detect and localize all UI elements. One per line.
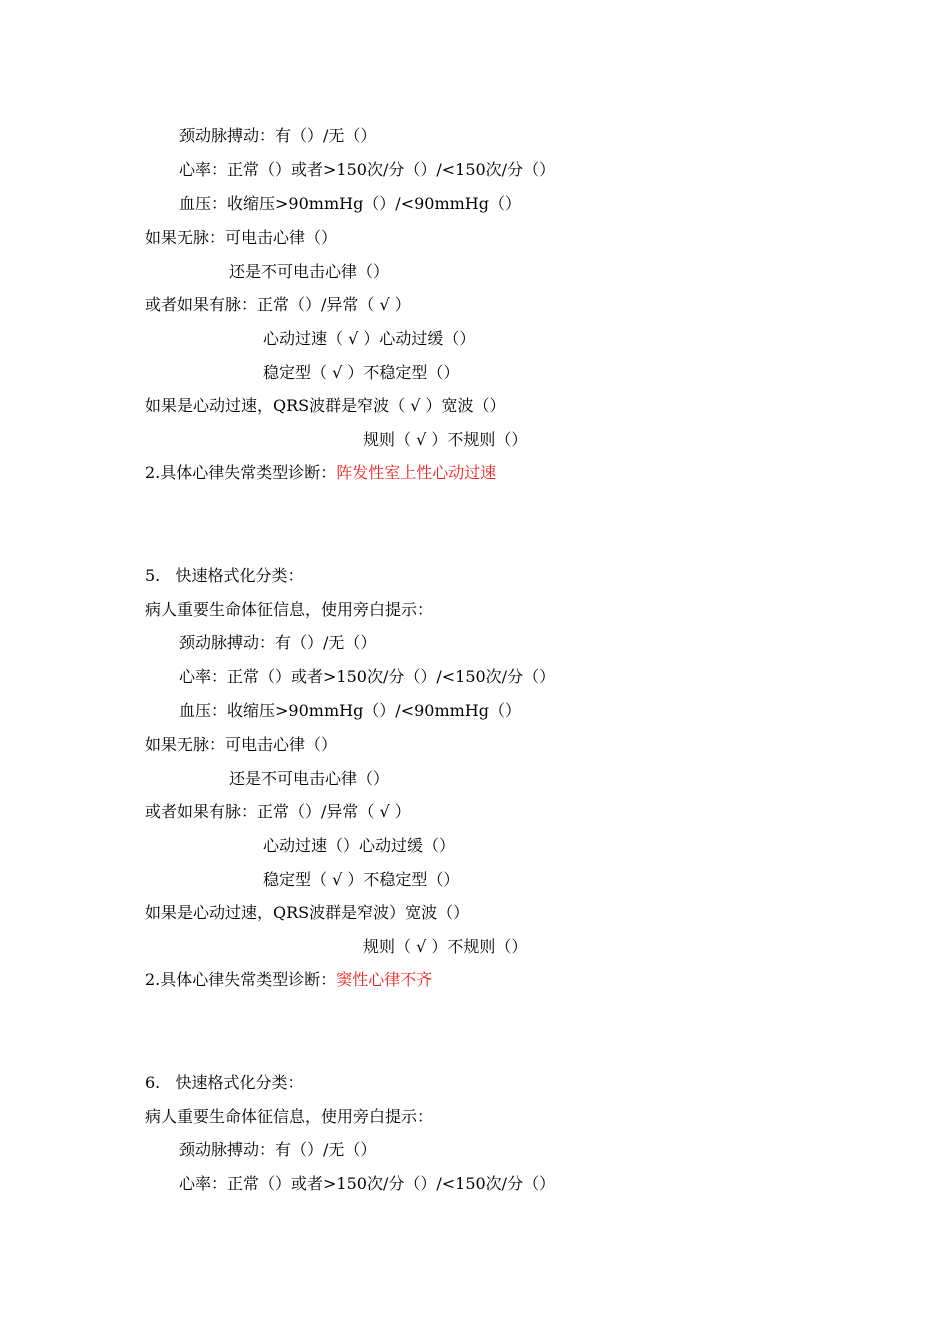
section-5-heading: 5. 快速格式化分类：	[145, 566, 304, 585]
diagnosis-line	[145, 969, 432, 991]
tachy-brady-line: 心动过速（）心动过缓（）	[263, 836, 456, 855]
non-shockable-line: 还是不可电击心律（）	[229, 262, 390, 281]
regularity-line: 规则（ √ ）不规则（）	[363, 430, 528, 449]
section-6-intro: 病人重要生命体征信息，使用旁白提示：	[145, 1107, 434, 1126]
heart-rate-line: 心率：正常（）或者>150次/分（）/<150次/分（）	[179, 1174, 556, 1193]
has-pulse-line: 或者如果有脉：正常（）/异常（ √ ）	[145, 802, 411, 821]
regularity-line: 规则（ √ ）不规则（）	[363, 937, 528, 956]
section-6-heading: 6. 快速格式化分类：	[145, 1073, 304, 1092]
non-shockable-line: 还是不可电击心律（）	[229, 769, 390, 788]
no-pulse-line: 如果无脉：可电击心律（）	[145, 735, 338, 754]
carotid-pulse-line: 颈动脉搏动：有（）/无（）	[179, 126, 377, 145]
diagnosis-line	[145, 462, 496, 484]
carotid-pulse-line: 颈动脉搏动：有（）/无（）	[179, 1140, 377, 1159]
blood-pressure-line: 血压：收缩压>90mmHg（）/<90mmHg（）	[179, 701, 522, 720]
blood-pressure-line: 血压：收缩压>90mmHg（）/<90mmHg（）	[179, 194, 522, 213]
diagnosis-value: 窦性心律不齐	[336, 970, 433, 989]
diagnosis-label: 2.具体心律失常类型诊断：	[145, 970, 337, 989]
section-5-intro: 病人重要生命体征信息，使用旁白提示：	[145, 600, 434, 619]
qrs-line: 如果是心动过速，QRS波群是窄波（ √ ）宽波（）	[145, 396, 506, 415]
stability-line: 稳定型（ √ ）不稳定型（）	[263, 363, 460, 382]
heart-rate-line: 心率：正常（）或者>150次/分（）/<150次/分（）	[179, 667, 556, 686]
qrs-line: 如果是心动过速，QRS波群是窄波）宽波（）	[145, 903, 470, 922]
tachy-brady-line: 心动过速（ √ ）心动过缓（）	[263, 329, 476, 348]
diagnosis-value: 阵发性室上性心动过速	[336, 463, 497, 482]
stability-line: 稳定型（ √ ）不稳定型（）	[263, 870, 460, 889]
diagnosis-label: 2.具体心律失常类型诊断：	[145, 463, 337, 482]
heart-rate-line: 心率：正常（）或者>150次/分（）/<150次/分（）	[179, 160, 556, 179]
carotid-pulse-line: 颈动脉搏动：有（）/无（）	[179, 633, 377, 652]
no-pulse-line: 如果无脉：可电击心律（）	[145, 228, 338, 247]
has-pulse-line: 或者如果有脉：正常（）/异常（ √ ）	[145, 295, 411, 314]
